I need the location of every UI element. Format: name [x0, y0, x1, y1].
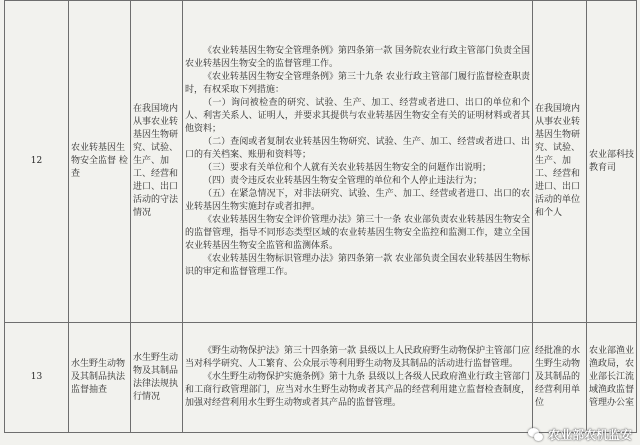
watermark-text: 农业部农机监安 — [547, 428, 632, 442]
table-row — [5, 323, 637, 433]
watermark — [528, 426, 632, 443]
inspection-object: 水生野生动物及其制品法律法规执行情况 — [131, 323, 183, 433]
basis-paragraph: （三）要求有关单位和个人就有关农业转基因生物安全的问题作出说明； — [203, 162, 492, 173]
table-row — [5, 1, 637, 323]
basis-paragraph: 《农业转基因生物安全评价管理办法》第三十一条 农业部负责农业转基因生物安全的监督管理，指导不同形态类型区域的农业转基因生物安全监控和监测工作，建立全国农业转基因生物安全监管和监测体系。 — [185, 214, 530, 251]
inspection-subject: 经批准的水生野生动物及其制品的经营利用单位 — [533, 323, 587, 433]
inspection-item: 农业转基因生物安全监督 检查 — [69, 1, 131, 323]
basis-paragraph: 《农业转基因生物标识管理办法》第四条第一款 农业部负责全国农业转基因生物标识的审定和监督管理工作。 — [185, 253, 530, 277]
legal-basis — [183, 323, 533, 433]
supervision-table — [4, 0, 637, 433]
basis-paragraph: 《水生野生动物保护实施条例》第十九条 县级以上各级人民政府渔业行政主管部门和工商行政管理部门，应当对水生野生动物或者其产品的经营利用建立监督检查制度，加强对经营利用水生野生动物或者其产品的监督管理。 — [185, 372, 530, 408]
inspection-item: 水生野生动物及其制品执法监督抽查 — [69, 323, 131, 433]
responsible-department: 农业部科技教育司 — [587, 1, 637, 323]
basis-paragraph: 《野生动物保护法》第三十四条第一款 县级以上人民政府野生动物保护主管部门应当对科学研究、人工繁育、公众展示等利用野生动物及其制品的活动进行监督管理。 — [185, 346, 530, 369]
responsible-department: 农业部渔业渔政局，农业部长江流域渔政监督管理办公室 — [587, 323, 637, 433]
basis-paragraph: （五）在紧急情况下，对非法研究、试验、生产、加工、经营或者进口、出口的农业转基因生物实施封存或者扣押。 — [185, 188, 530, 212]
inspection-object: 在我国境内从事农业转基因生物研究、试验、生产、加工、经营和进口、出口活动的守法情况 — [131, 1, 183, 323]
legal-basis — [183, 1, 533, 323]
row-number: 13 — [5, 323, 69, 433]
basis-paragraph: 《农业转基因生物安全管理条例》第四条第一款 国务院农业行政主管部门负责全国农业转基因生物安全的监督管理工作。 — [185, 45, 530, 69]
wechat-icon — [528, 427, 544, 443]
basis-paragraph: （二）查阅或者复制农业转基因生物研究、试验、生产、加工、经营或者进口、出口的有关档案、账册和资料等； — [185, 136, 530, 160]
row-number: 12 — [5, 1, 69, 323]
basis-paragraph: （四）责令违反农业转基因生物安全管理的单位和个人停止违法行为； — [203, 175, 483, 186]
inspection-subject: 在我国境内从事农业转基因生物研究、试验、生产、加工、经营和进口、出口活动的单位和个人 — [533, 1, 587, 323]
basis-paragraph: （一）询问被检查的研究、试验、生产、加工、经营或者进口、出口的单位和个人、利害关系人、证明人，并要求其提供与农业转基因生物安全有关的证明材料或者其他资料； — [185, 97, 530, 134]
basis-paragraph: 《农业转基因生物安全管理条例》第三十九条 农业行政主管部门履行监督检查职责时，有权采取下列措施： — [185, 71, 530, 95]
